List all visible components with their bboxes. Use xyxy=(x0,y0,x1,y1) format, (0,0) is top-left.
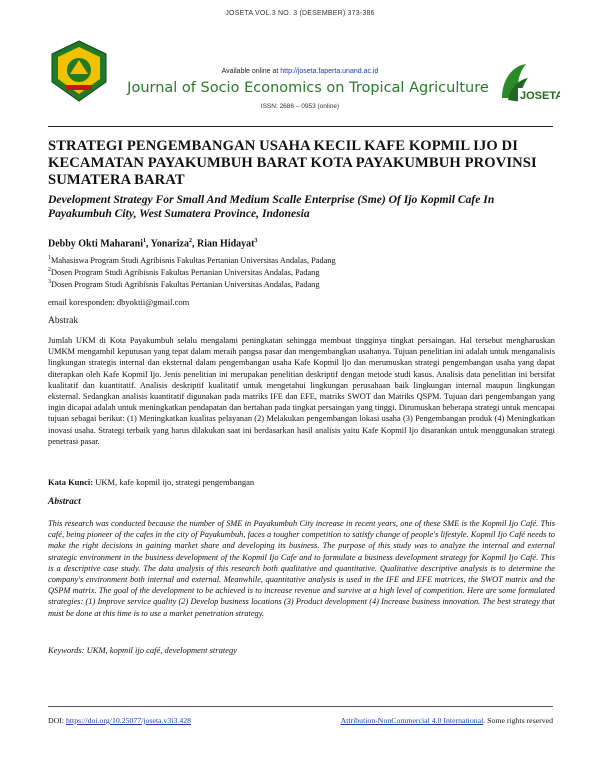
journal-title: Journal of Socio Economics on Tropical Agriculture xyxy=(127,80,489,96)
keywords: Keywords: UKM, kopmil ijo café, development strategy xyxy=(48,645,238,655)
corresponding-email: email koresponden: dbyoktii@gmail.com xyxy=(48,297,190,307)
abstrak-heading: Abstrak xyxy=(48,316,79,326)
online-prefix: Available online at xyxy=(221,68,281,75)
footer xyxy=(48,716,553,725)
author-name: Yonariza xyxy=(150,238,189,250)
running-header: JOSETA VOL.3 NO. 3 (DESEMBER) 373-386 xyxy=(225,10,375,17)
author-sup: 3 xyxy=(254,238,258,244)
author-sup: 2 xyxy=(189,238,192,244)
paper-subtitle: Development Strategy For Small And Medium Scalle Enterprise (Sme) Of Ijo Kopmil Cafe In Payakumbuh City, West Sumatera Province, Indonesia xyxy=(48,193,495,220)
issn: ISSN: 2686 – 0953 (online) xyxy=(260,103,340,110)
author-list: Debby Okti Maharani$^1$, Yonariza$^2$, Rian Hidayat$^3$ xyxy=(48,238,258,250)
abstrak-body: Jumlah UKM di Kota Payakumbuh selalu mengalami peningkatan sehingga membuat tingginya tingkat persaingan. Hal tersebut mengharuskan UMKM mengambil keputusan yang tepat dalam meraih pangsa pasar dan mengembangkan usahanya. Tujuan penelitian ini adalah untuk menganalisis lingkungan strategis internal dan eksternal dalam pengembangan usaha Kafe Kopmil Ijo dan merumuskan strategi pengembangan usaha yang dapat diterapkan oleh Kafe Kopmil Ijo. Jenis penelitian ini merupakan penelitian deskriptif dengan metode studi kasus. Analisis data penelitian ini bersifat kualitatif dan kuantitatif. Analisis deskriptif kualitatif untuk mengetahui lingkungan perusahaan baik lingkungan internal maupun lingkungan eksternal. Sedangkan analisis kuantitatif digunakan pada matriks IFE dan EFE, matriks SWOT dan Matriks QSPM. Tujuan dari pengembangan yang ingin dicapai adalah untuk meningkatkan pendapatan dan bertahan pada tingkat persaingan yang tinggi. Dirumuskan beberapa strategi untuk mencapai tujuan sebagai berikut: (1) Meningkatkan kualitas pelayanan (2) Melakukan pengembangan lokasi usaha (3) Pengembangan produk (4) Meningkatkan inovasi usaha. Strategi terbaik yang harus dilakukan saat ini berdasarkan hasil analisis yaitu Kafe Kopmil Ijo disarankan untuk menggunakan strategi penetrasi pasar. xyxy=(48,336,555,446)
kata-kunci-label: Kata Kunci: xyxy=(48,477,94,487)
joseta-logo-text: JOSETA xyxy=(520,90,560,102)
affiliation xyxy=(48,267,319,277)
author-name: Rian Hidayat xyxy=(197,238,255,250)
author-sup: 1 xyxy=(143,238,147,244)
doi-label: DOI: xyxy=(48,716,66,725)
license-notice xyxy=(341,716,553,725)
abstract-heading: Abstract xyxy=(48,497,81,507)
affiliation xyxy=(48,255,336,265)
footer-divider xyxy=(48,706,553,707)
affiliation-sup: 3 xyxy=(48,279,51,285)
affiliation-sup: 2 xyxy=(48,267,51,273)
author-name: Debby Okti Maharani xyxy=(48,238,144,250)
license-link[interactable]: Attribution-NonCommercial 4.0 International xyxy=(340,716,484,725)
abstract-body: This research was conducted because the number of SME in Payakumbuh City increase in recent years, one of these SME is the Kopmil Ijo Café. This café, being pioneer of the cafes in the city of Payakumbuh, faces a tougher competition to satisfy change of people's lifestyle. Kopmil Ijo Café needs to make the right decisions in gaining market share and developing its business. The purpose of this study was to analyze the internal and external strategic environment in the business development of the Kopmil Ijo Cafe and to formulate a business development strategy for Kopmil Ijo Café. This is a descriptive case study. The data analysis of this research both qualitative and quantitative. Qualitative descriptive analysis is to determine the company's environment both internal and external. Meanwhile, quantitative analysis is used in the IFE and EFE matrices, the SWOT matrix and the QSPM matrix. The goal of the development to be achieved is to increase revenue and survive at a high level of competition. Here are some formulated strategies: (1) Improve service quality (2) Develop business locations (3) Product development (4) Increase business innovation. The best strategy that must be done at this time is to use a market penetration strategy. xyxy=(48,519,555,618)
paper-title: STRATEGI PENGEMBANGAN USAHA KECIL KAFE KOPMIL IJO DI KECAMATAN PAYAKUMBUH BARAT KOTA PAYAKUMBUH PROVINSI SUMATERA BARAT xyxy=(48,138,537,188)
affiliation-text: Dosen Program Studi Agribisnis Fakultas Pertanian Universitas Andalas, Padang xyxy=(51,267,320,277)
kata-kunci-text: UKM, kafe kopmil ijo, strategi pengembangan xyxy=(93,477,255,487)
kata-kunci xyxy=(48,477,254,487)
journal-url-link[interactable]: http://joseta.faperta.unand.ac.id xyxy=(280,68,379,75)
affiliation xyxy=(48,279,319,289)
affiliation-text: Mahasiswa Program Studi Agribisnis Fakultas Pertanian Universitas Andalas, Padang xyxy=(51,255,336,265)
doi-link[interactable]: https://doi.org/10.25077/joseta.v3i3.428 xyxy=(65,716,192,725)
affiliation-sup: 1 xyxy=(48,255,51,261)
rights-text: . Some rights reserved xyxy=(483,716,553,725)
affiliation-text: Dosen Program Studi Agribisnis Fakultas Pertanian Universitas Andalas, Padang xyxy=(51,279,320,289)
joseta-logo xyxy=(496,60,560,108)
header-divider xyxy=(48,126,553,127)
